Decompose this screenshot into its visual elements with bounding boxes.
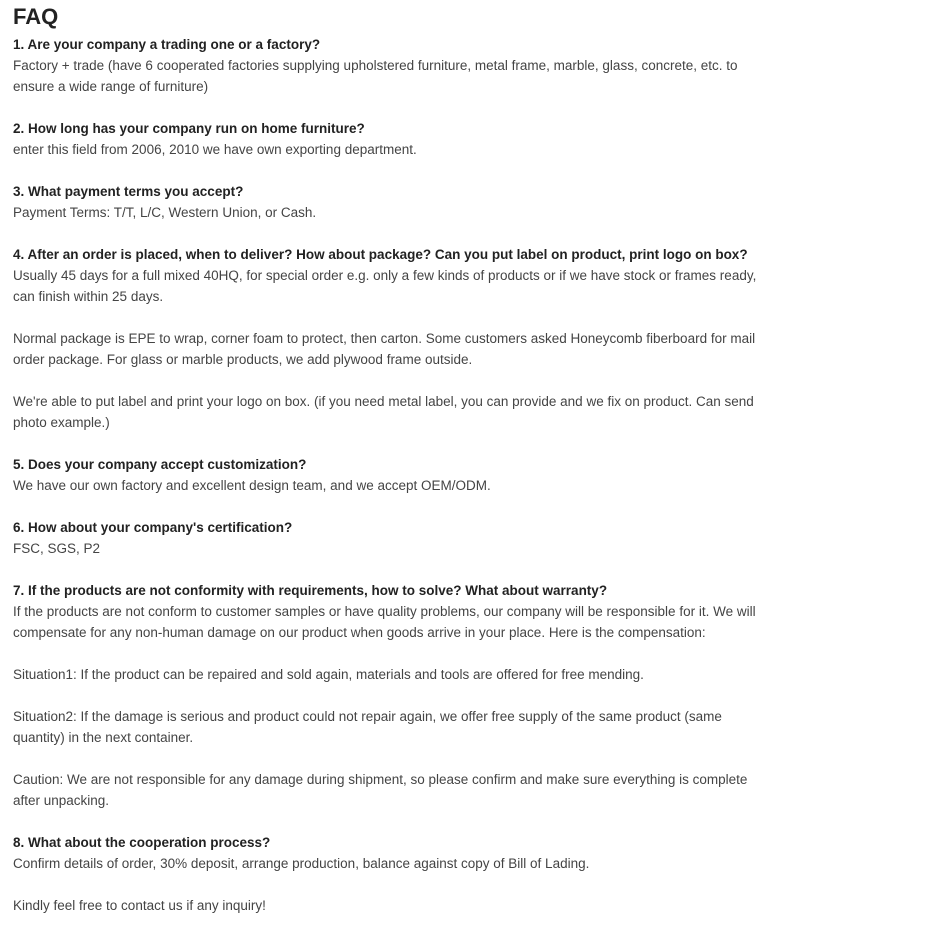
faq-answer: Confirm details of order, 30% deposit, arrange production, balance against copy of Bill of Lading. bbox=[13, 856, 590, 871]
faq-question: 7. If the products are not conformity with requirements, how to solve? What about warranty? bbox=[13, 583, 608, 598]
faq-item bbox=[13, 244, 773, 433]
faq-question: 6. How about your company's certification? bbox=[13, 520, 293, 535]
faq-item bbox=[13, 517, 773, 559]
faq-list bbox=[13, 34, 773, 874]
faq-item bbox=[13, 454, 773, 496]
faq-answer: Factory + trade (have 6 cooperated factories supplying upholstered furniture, metal frame, marble, glass, concrete, etc. to ensure a wide range of furniture) bbox=[13, 58, 738, 94]
faq-item bbox=[13, 34, 773, 97]
faq-item bbox=[13, 118, 773, 160]
faq-answer: Payment Terms: T/T, L/C, Western Union, or Cash. bbox=[13, 205, 317, 220]
faq-answer: Situation1: If the product can be repaired and sold again, materials and tools are offered for free mending. bbox=[13, 667, 644, 682]
page-title: FAQ bbox=[13, 4, 59, 29]
faq-question: 4. After an order is placed, when to deliver? How about package? Can you put label on product, print logo on box? bbox=[13, 247, 748, 262]
faq-answer: Situation2: If the damage is serious and product could not repair again, we offer free supply of the same product (same quantity) in the next container. bbox=[13, 709, 722, 745]
faq-question: 8. What about the cooperation process? bbox=[13, 835, 271, 850]
faq-question: 2. How long has your company run on home furniture? bbox=[13, 121, 365, 136]
faq-item bbox=[13, 832, 773, 874]
faq-answer: If the products are not conform to customer samples or have quality problems, our company will be responsible for it. We will compensate for any non-human damage on our product when goods arrive in your place. Here is the compensation: bbox=[13, 604, 756, 640]
faq-answer: enter this field from 2006, 2010 we have own exporting department. bbox=[13, 142, 417, 157]
faq-answer: Usually 45 days for a full mixed 40HQ, for special order e.g. only a few kinds of products or if we have stock or frames ready, can finish within 25 days. bbox=[13, 268, 757, 304]
faq-question: 1. Are your company a trading one or a factory? bbox=[13, 37, 321, 52]
faq-answer: FSC, SGS, P2 bbox=[13, 541, 101, 556]
faq-question: 5. Does your company accept customization? bbox=[13, 457, 307, 472]
faq-item bbox=[13, 181, 773, 223]
faq-item bbox=[13, 580, 773, 811]
faq-question: 3. What payment terms you accept? bbox=[13, 184, 244, 199]
faq-answer: Normal package is EPE to wrap, corner foam to protect, then carton. Some customers asked Honeycomb fiberboard for mail order package. For glass or marble products, we add plywood frame outside. bbox=[13, 331, 756, 367]
closing-note: Kindly feel free to contact us if any inquiry! bbox=[13, 898, 266, 913]
faq-answer: We have our own factory and excellent design team, and we accept OEM/ODM. bbox=[13, 478, 491, 493]
faq-answer: We're able to put label and print your logo on box. (if you need metal label, you can provide and we fix on product. Can send photo example.) bbox=[13, 394, 754, 430]
faq-answer: Caution: We are not responsible for any damage during shipment, so please confirm and make sure everything is complete after unpacking. bbox=[13, 772, 748, 808]
